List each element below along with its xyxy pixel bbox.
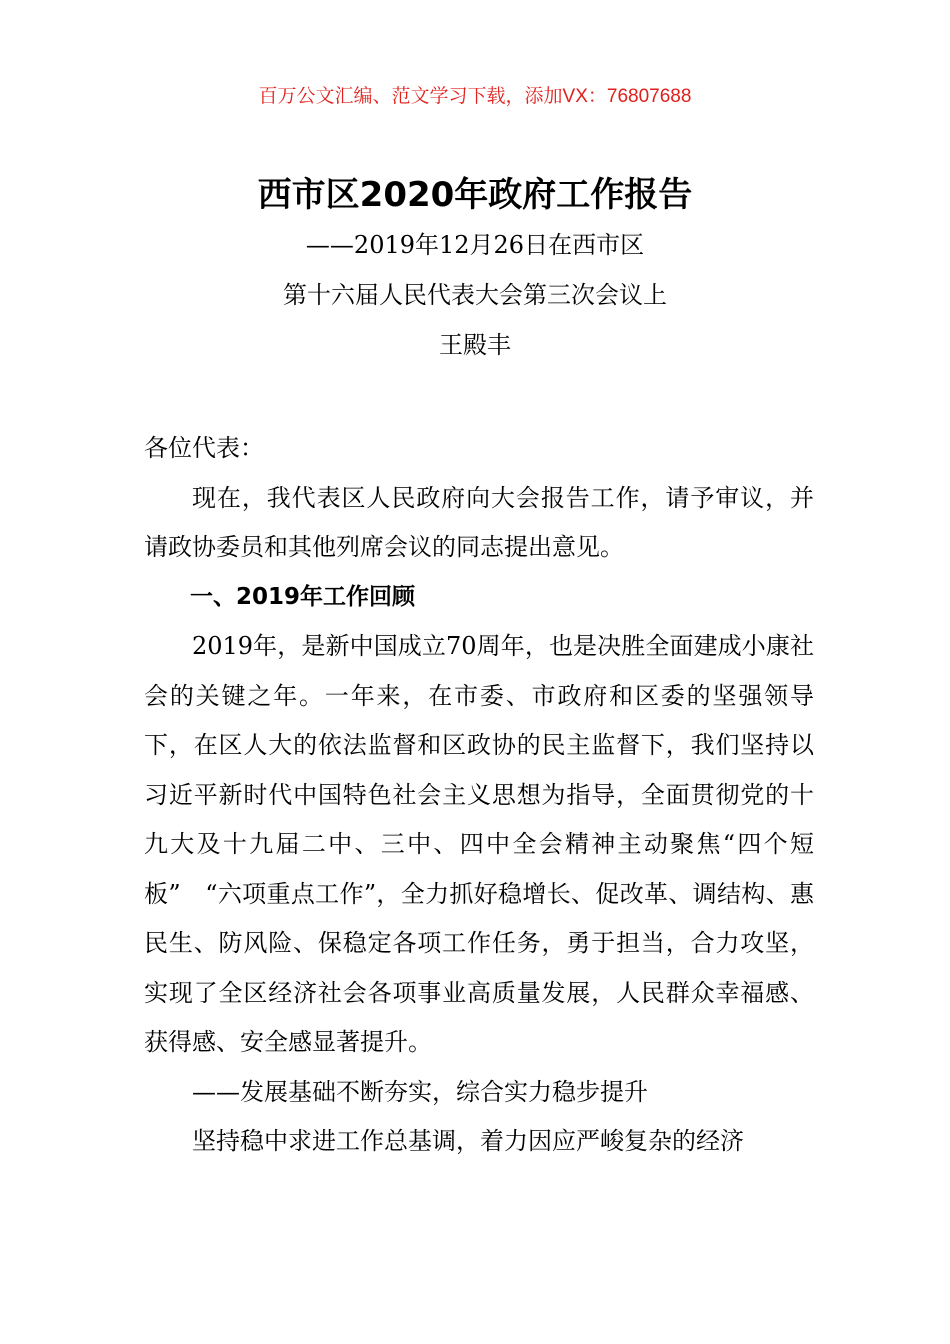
salutation: 各位代表： [144, 434, 264, 462]
review-paragraph: 2019年，是新中国成立70周年，也是决胜全面建成小康社会的关键之年。一年来，在市委、市政府和区委的坚强领导下，在区人大的依法监督和区政协的民主监督下，我们坚持以习近平新时代中国特色社会主义思想为指导，全面贯彻党的十九大及十九届二中、三中、四中全会精神主动聚焦“四个短板” “六项重点工作”，全力抓好稳增长、促改革、调结构、惠民生、防风险、保稳定各项工作任务，勇于担当，合力攻坚，实现了全区经济社会各项事业高质量发展，人民群众幸福感、获得感、安全感显著提升。 [144, 632, 814, 1056]
subtitle-date-location: ——2019年12月26日在西市区 [305, 231, 645, 259]
author-name: 王殿丰 [439, 331, 511, 359]
section-heading: 一、2019年工作回顾 [190, 583, 416, 610]
document-title: 西市区2020年政府工作报告 [257, 175, 693, 215]
document-body [144, 424, 814, 1167]
subtitle-meeting: 第十六届人民代表大会第三次会议上 [283, 281, 667, 309]
continuation-paragraph: 坚持稳中求进工作总基调，着力因应严峻复杂的经济 [192, 1127, 744, 1155]
sub-heading: ——发展基础不断夯实，综合实力稳步提升 [192, 1077, 648, 1106]
intro-paragraph: 现在，我代表区人民政府向大会报告工作，请予审议，并请政协委员和其他列席会议的同志提出意见。 [144, 483, 814, 561]
watermark-banner: 百万公文汇编、范文学习下载，添加VX：76807688 [258, 86, 692, 107]
